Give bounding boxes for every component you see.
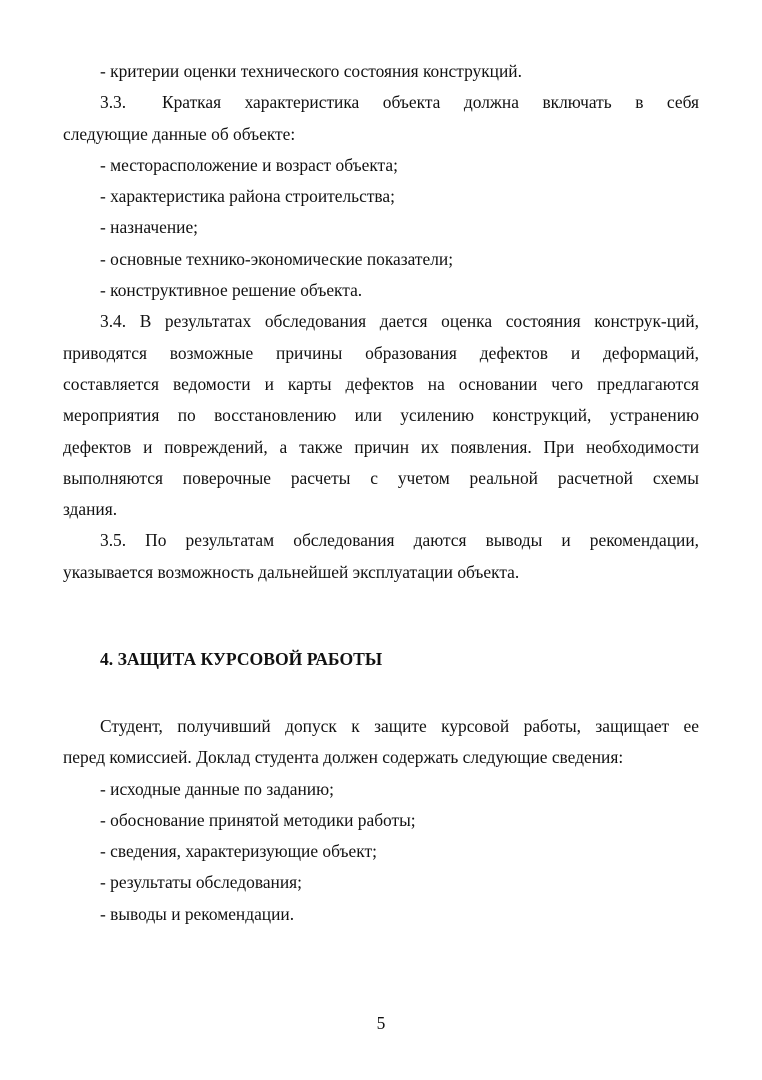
list-item: - выводы и рекомендации.	[100, 903, 295, 924]
paragraph-3-4-line: выполняются поверочные расчеты с учетом реальной расчетной схемы	[63, 467, 699, 488]
paragraph-3-4-line: дефектов и повреждений, а также причин их появления. При необходимости	[63, 436, 699, 457]
list-item: - характеристика района строительства;	[100, 186, 395, 207]
paragraph-3-4-line: мероприятия по восстановлению или усилению конструкций, устранению	[63, 405, 699, 426]
list-item: - месторасположение и возраст объекта;	[100, 154, 398, 175]
list-item: - сведения, характеризующие объект;	[100, 841, 377, 862]
paragraph-3-3-line-1	[63, 87, 699, 118]
section-4-heading: 4. ЗАЩИТА КУРСОВОЙ РАБОТЫ	[100, 649, 383, 669]
list-item: - исходные данные по заданию;	[100, 778, 334, 799]
page-number: 5	[376, 1013, 386, 1033]
paragraph-3-3-text: Краткая характеристика объекта должна включать в себя	[162, 92, 699, 113]
section-4-content	[63, 711, 699, 930]
intro-line: Студент, получивший допуск к защите курсовой работы, защищает ее	[100, 716, 699, 736]
section-3-content	[63, 56, 699, 588]
paragraph-3-4-line: 3.4. В результатах обследования дается оценка состояния конструк-ций,	[100, 311, 699, 332]
list-item: - результаты обследования;	[100, 872, 302, 893]
paragraph-3-5-line: указывается возможность дальнейшей эксплуатации объекта.	[63, 561, 520, 582]
paragraph-number: 3.3.	[100, 92, 127, 113]
paragraph-3-4-line: приводятся возможные причины образования дефектов и деформаций,	[63, 342, 699, 363]
paragraph-3-3-line-2: следующие данные об объекте:	[63, 123, 296, 144]
intro-line: перед комиссией. Доклад студента должен содержать следующие сведения:	[63, 747, 624, 768]
list-item: - назначение;	[100, 217, 198, 238]
list-item: - основные технико-экономические показатели;	[100, 248, 454, 269]
list-item: - конструктивное решение объекта.	[100, 280, 363, 301]
list-item: - обоснование принятой методики работы;	[100, 809, 416, 830]
criteria-list-item: - критерии оценки технического состояния конструкций.	[100, 61, 522, 81]
paragraph-3-4-line: здания.	[63, 499, 118, 520]
paragraph-3-4-line: составляется ведомости и карты дефектов на основании чего предлагаются	[63, 373, 699, 394]
paragraph-3-5-line: 3.5. По результатам обследования даются выводы и рекомендации,	[100, 530, 699, 551]
